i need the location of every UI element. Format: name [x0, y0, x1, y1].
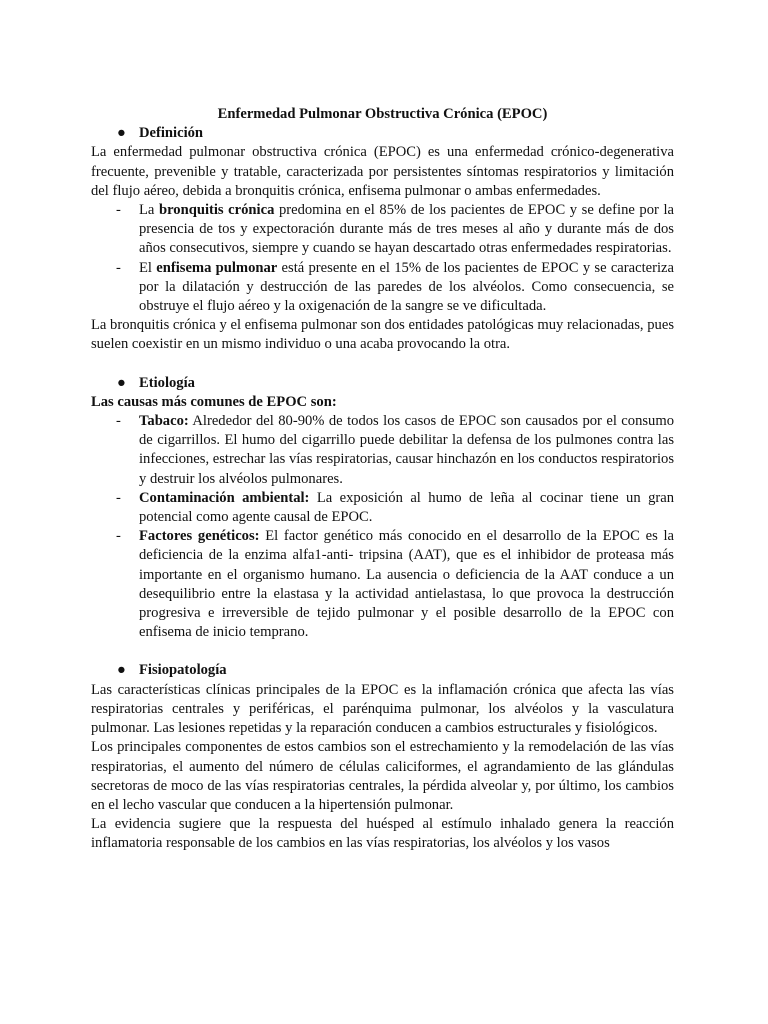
section-heading-label: Etiología	[139, 374, 195, 391]
term-enfisema: enfisema pulmonar	[156, 259, 278, 276]
bullet-icon: ●	[117, 125, 126, 142]
dash-marker: -	[116, 489, 121, 506]
section-gap	[91, 642, 674, 661]
dash-marker: -	[116, 528, 121, 545]
definicion-closing: La bronquitis crónica y el enfisema pulmonar son dos entidades patológicas muy relacionadas, pues suelen coexistir en un mismo individuo o una acaba provocando la otra.	[91, 317, 674, 353]
term-contaminacion: Contaminación ambiental:	[139, 489, 310, 506]
list-item: - Factores genéticos: El factor genético más conocido en el desarrollo de la EPOC es la deficiencia de la enzima alfa1-anti- tripsina (AAT), que es el inhibidor de proteasa más importante en el organismo humano. La ausencia o deficiencia de la AAT conduce a un desequilibrio entre la elastasa y la actividad antielastasa, lo que provoca la destrucción progresiva e irreversible de tejido pulmonar y el posible desarrollo de la EPOC con enfisema de inicio temprano.	[116, 528, 674, 641]
list-item: - Tabaco: Alrededor del 80-90% de todos los casos de EPOC son causados por el consumo de cigarrillos. El humo del cigarrillo puede debilitar la defensa de los pulmones contra las infecciones, estrechar las vías respiratorias, causar hinchazón en los conductos respiratorios y destruir los alvéolos pulmonares.	[116, 413, 674, 487]
list-item: - La bronquitis crónica predomina en el 85% de los pacientes de EPOC y se define por la presencia de tos y expectoración durante más de tres meses al año y durante más de dos años consecutivos, siempre y cuando se hayan descartado otras enfermedades respiratorias.	[116, 202, 674, 257]
document-title: Enfermedad Pulmonar Obstructiva Crónica (EPOC)	[217, 106, 548, 122]
section-heading-label: Definición	[139, 125, 204, 142]
section-gap	[91, 355, 674, 374]
dash-marker: -	[116, 413, 121, 430]
dash-marker: -	[116, 202, 121, 219]
term-bronquitis: bronquitis crónica	[158, 202, 275, 219]
term-tabaco: Tabaco:	[139, 413, 189, 430]
fisiopatologia-paragraph: La evidencia sugiere que la respuesta del huésped al estímulo inhalado genera la reacción inflamatoria responsable de los cambios en las vías respiratorias, los alvéolos y los vasos	[91, 816, 674, 852]
list-item: - El enfisema pulmonar está presente en el 15% de los pacientes de EPOC y se caracteriza por la dilatación y destrucción de las paredes de los alvéolos. Como consecuencia, se obstruye el flujo aéreo y la oxigenación de la sangre se ve dificultada.	[116, 259, 674, 315]
term-factores-geneticos: Factores genéticos:	[139, 528, 260, 545]
fisiopatologia-paragraph: Los principales componentes de estos cambios son el estrechamiento y la remodelación de las vías respiratorias, el aumento del número de células caliciformes, el agrandamiento de las glándulas secretoras de moco de las vías respiratorias centrales, la pérdida alveolar y, por último, los cambios en el lecho vascular que conducen a la hipertensión pulmonar.	[91, 739, 674, 813]
section-heading-fisiopatologia	[91, 661, 674, 680]
bullet-icon: ●	[117, 662, 126, 679]
section-heading-etiologia	[91, 374, 674, 393]
document-page	[91, 105, 674, 854]
etiologia-subheading: Las causas más comunes de EPOC son:	[91, 393, 337, 410]
dash-marker: -	[116, 259, 121, 276]
section-heading-label: Fisiopatología	[139, 662, 227, 679]
definicion-intro: La enfermedad pulmonar obstructiva crónica (EPOC) es una enfermedad crónico-degenerativa frecuente, prevenible y tratable, caracterizada por persistentes síntomas respiratorios y limitación del flujo aéreo, debida a bronquitis crónica, enfisema pulmonar o ambas enfermedades.	[91, 144, 674, 199]
bullet-icon: ●	[117, 374, 126, 391]
list-item: - Contaminación ambiental: La exposición al humo de leña al cocinar tiene un gran potencial como agente causal de EPOC.	[116, 489, 674, 526]
fisiopatologia-paragraph: Las características clínicas principales de la EPOC es la inflamación crónica que afecta las vías respiratorias centrales y periféricas, el parénquima pulmonar, los alvéolos y la vasculatura pulmonar. Las lesiones repetidas y la reparación conducen a cambios estructurales y fisiológicos.	[91, 681, 674, 737]
section-heading-definicion	[91, 124, 674, 143]
